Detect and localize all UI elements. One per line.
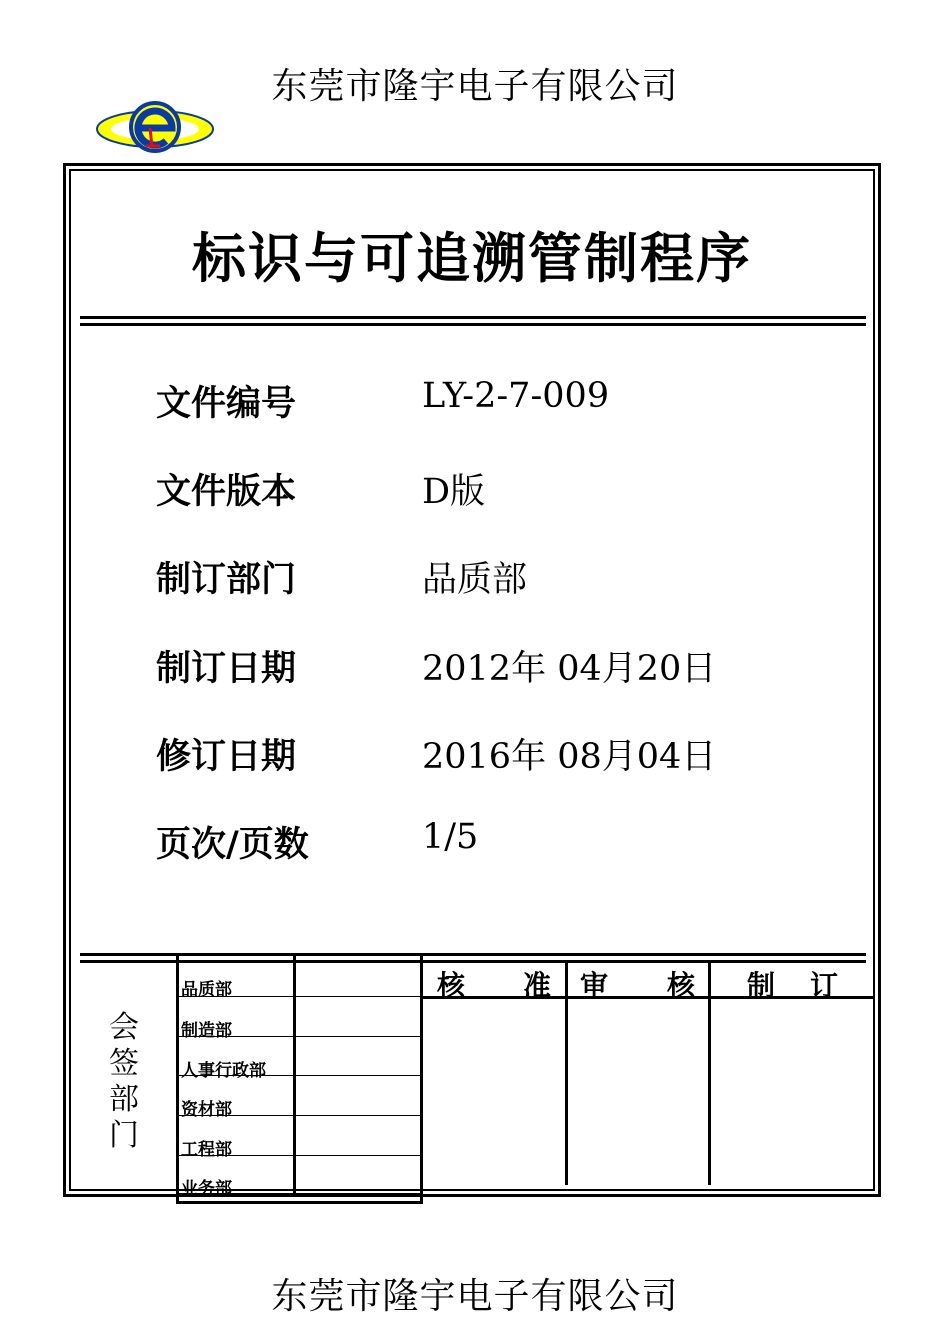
issue-date-value: 2012年 04月20日 [422, 649, 717, 689]
issue-date-label: 制订日期 [156, 648, 297, 689]
revision-date-value: 2016年 08月04日 [422, 737, 717, 777]
title-divider-bottom [80, 323, 866, 326]
issuing-dept-value: 品质部 [422, 560, 528, 600]
dept-sales: 业务部 [181, 1179, 232, 1199]
doc-number-label: 文件编号 [156, 383, 297, 424]
approval-header-line [423, 996, 875, 999]
review-header-left: 审 [580, 969, 609, 1002]
dept-table-right-border [420, 955, 423, 1204]
dept-quality: 品质部 [181, 980, 232, 1000]
dept-hr-admin: 人事行政部 [181, 1061, 266, 1081]
dept-materials: 资材部 [181, 1100, 232, 1120]
prepare-header-right: 订 [810, 969, 839, 1002]
doc-version-label: 文件版本 [156, 471, 297, 512]
countersign-label: 会签部门 [109, 1010, 139, 1153]
doc-version-value: D版 [422, 472, 486, 512]
prepare-header-left: 制 [747, 969, 776, 1002]
revision-date-label: 修订日期 [156, 736, 297, 777]
dept-engineering: 工程部 [181, 1140, 232, 1160]
document-title: 标识与可追溯管制程序 [192, 226, 752, 290]
table-divider-top [80, 953, 866, 956]
issuing-dept-label: 制订部门 [156, 559, 297, 600]
company-name-bottom: 东莞市隆宇电子有限公司 [271, 1276, 679, 1317]
table-divider-bottom [80, 960, 866, 963]
dept-manufacturing: 制造部 [181, 1021, 232, 1041]
company-name-top: 东莞市隆宇电子有限公司 [271, 66, 679, 107]
doc-number-value: LY-2-7-009 [422, 376, 610, 416]
company-logo [94, 98, 216, 156]
approve-header-right: 准 [523, 969, 552, 1002]
dept-table-left-border [176, 955, 179, 1204]
dept-table-bottom-line-2 [176, 1201, 423, 1204]
page-count-value: 1/5 [422, 817, 479, 857]
page-count-label: 页次/页数 [156, 824, 309, 865]
title-divider-top [80, 316, 866, 319]
approve-header-left: 核 [437, 969, 466, 1002]
review-header-right: 核 [667, 969, 696, 1002]
